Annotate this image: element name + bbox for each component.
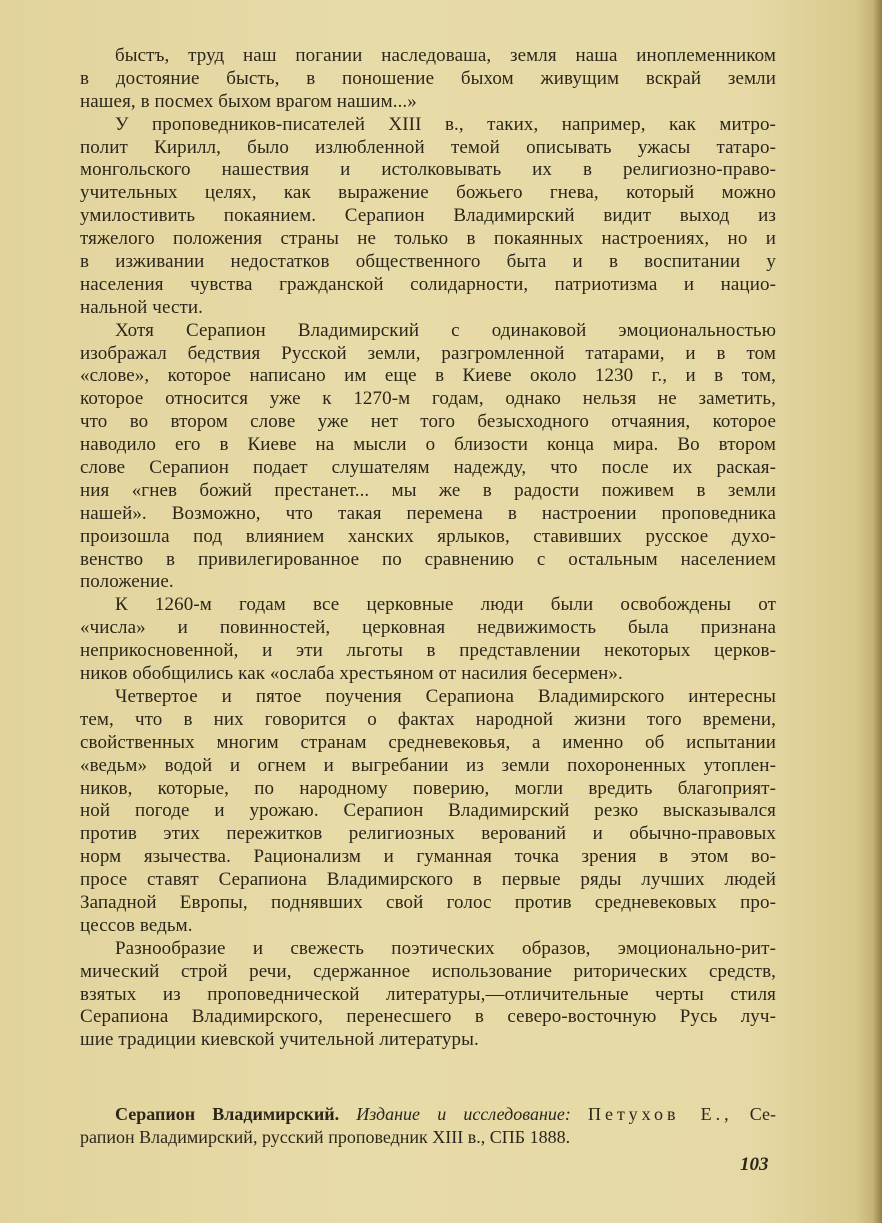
- text-line: в изживании недостатков общественного быта и в воспитании у: [80, 251, 776, 273]
- text-line: населения чувства гражданской солидарности, патриотизма и нацио-: [80, 273, 776, 295]
- text-line: тяжелого положения страны не только в покаянных настроениях, но и: [80, 228, 776, 250]
- bibliography: [80, 1103, 776, 1149]
- paragraph: [80, 45, 776, 114]
- bibliography-author: Серапион Владимирский.: [115, 1104, 340, 1124]
- text-line: Серапиона Владимирского, перенесшего в северо-восточную Русь луч-: [80, 1006, 776, 1028]
- text-line: Разнообразие и свежесть поэтических образов, эмоционально-рит-: [115, 937, 776, 959]
- paragraph: [80, 938, 776, 1052]
- text-line: ния «гнев божий престанет... мы же в радости поживем в земли: [80, 479, 776, 501]
- text-line: мический строй речи, сдержанное использование риторических средств,: [80, 960, 776, 982]
- text-line: слове Серапион подает слушателям надежду, что после их раская-: [80, 457, 776, 479]
- text-line: ников обобщились как «ослаба хрестьяном от насилия бесермен».: [80, 663, 623, 685]
- text-line: нашея, в посмех быхом врагом нашим...»: [80, 90, 417, 112]
- text-line: «числа» и повинностей, церковная недвижимость была признана: [80, 617, 776, 639]
- bibliography-edition-label: Издание и исследование:: [356, 1104, 571, 1124]
- text-line: ной погоде и урожаю. Серапион Владимирский резко высказывался: [80, 800, 776, 822]
- page-edge: [872, 0, 882, 1223]
- text-line: изображал бедствия Русской земли, разгромленной татарами, и в том: [80, 342, 776, 364]
- text-line: Западной Европы, поднявших свой голос против средневековых про-: [80, 891, 776, 913]
- bibliography-line: рапион Владимирский, русский проповедник XIII в., СПБ 1888.: [80, 1127, 571, 1147]
- paragraph: [80, 686, 776, 938]
- text-line: наводило его в Киеве на мысли о близости конца мира. Во втором: [80, 434, 776, 456]
- text-line: умилостивить покаянием. Серапион Владимирский видит выход из: [80, 205, 776, 227]
- text-line: быстъ, труд наш погании наследоваша, земля наша иноплеменником: [115, 45, 776, 66]
- text-line: нальной чести.: [80, 296, 204, 318]
- paragraph: [80, 114, 776, 320]
- text-line: «слове», которое написано им еще в Киеве около 1230 г., и в том,: [80, 365, 776, 387]
- text-line: норм язычества. Рационализм и гуманная точка зрения в этом во-: [80, 846, 776, 868]
- text-line: Хотя Серапион Владимирский с одинаковой эмоциональностью: [115, 319, 776, 341]
- main-text: [80, 45, 776, 1052]
- text-line: У проповедников-писателей XIII в., таких, например, как митро-: [115, 113, 776, 135]
- bibliography-line: [80, 1103, 776, 1126]
- text-line: ников, которые, по народному поверию, могли вредить благоприят-: [80, 777, 776, 799]
- text-line: «ведьм» водой и огнем и выгребании из земли похороненных утоплен-: [80, 754, 776, 776]
- text-line: произошла под влиянием ханских ярлыков, ставивших русское духо-: [80, 525, 776, 547]
- text-line: неприкосновенной, и эти льготы в представлении некоторых церков-: [80, 640, 776, 662]
- text-line: венство в привилегированное по сравнению с остальным населением: [80, 548, 776, 570]
- text-line: что во втором слове уже нет того безысходного отчаяния, которое: [80, 411, 776, 433]
- page-number: 103: [740, 1154, 769, 1175]
- paragraph: [80, 594, 776, 686]
- text-line: взятых из проповеднической литературы,—отличительные черты стиля: [80, 983, 776, 1005]
- bibliography-ref-author: Петухов Е.,: [588, 1104, 733, 1124]
- text-line: шие традиции киевской учительной литературы.: [80, 1029, 479, 1051]
- text-line: в достояние бысть, в поношение быхом живущим вскрай земли: [80, 67, 776, 89]
- text-line: монгольского нашествия и истолковывать их в религиозно-право-: [80, 159, 776, 181]
- paragraph: [80, 320, 776, 595]
- text-line: цессов ведьм.: [80, 914, 193, 936]
- text-line: К 1260-м годам все церковные люди были освобождены от: [115, 594, 776, 616]
- text-line: положение.: [80, 571, 174, 593]
- text-line: свойственных многим странам средневековья, а именно об испытании: [80, 731, 776, 753]
- text-line: Четвертое и пятое поучения Серапиона Владимирского интересны: [115, 685, 776, 707]
- text-line: нашей». Возможно, что такая перемена в настроении проповедника: [80, 502, 776, 524]
- text-line: которое относится уже к 1270-м годам, однако нельзя не заметить,: [80, 388, 776, 410]
- text-line: учительных целях, как выражение божьего гнева, который можно: [80, 182, 776, 204]
- text-line: тем, что в них говорится о фактах народной жизни того времени,: [80, 708, 776, 730]
- text-line: против этих пережитков религиозных верований и обычно-правовых: [80, 823, 776, 845]
- text-line: полит Кирилл, было излюбленной темой описывать ужасы татаро-: [80, 136, 776, 158]
- text-line: просе ставят Серапиона Владимирского в первые ряды лучших людей: [80, 869, 776, 891]
- bibliography-hyphen: Се-: [749, 1104, 777, 1124]
